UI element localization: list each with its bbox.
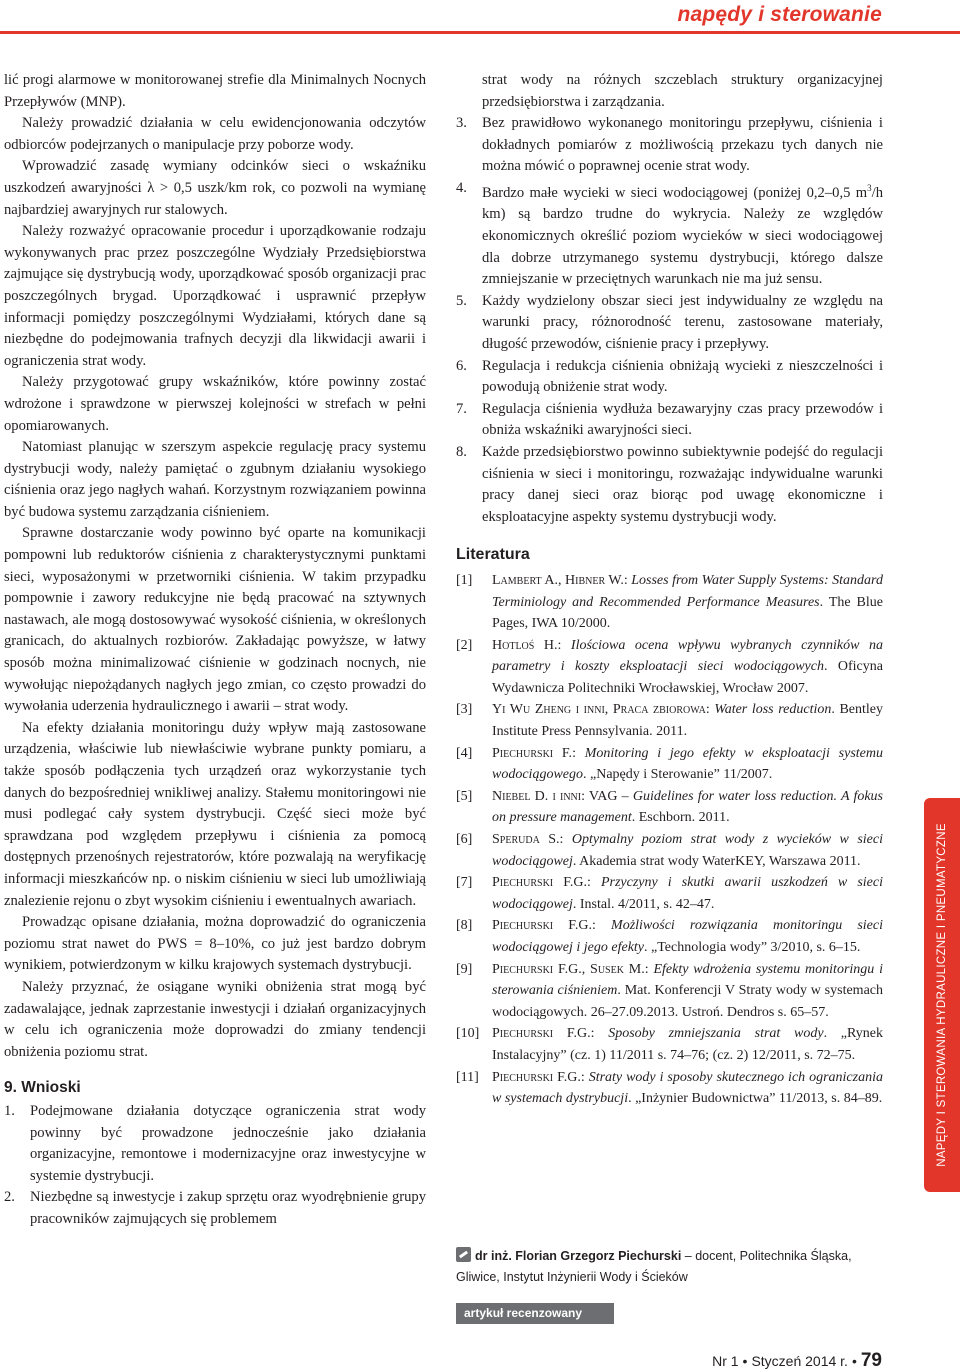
item-text: Bardzo małe wycieki w sieci wodociągowej (poniżej 0,2–0,5 m (482, 184, 868, 201)
paragraph: lić progi alarmowe w monitorowanej strefie dla Minimalnych Nocnych Przepływów (MNP). (4, 72, 426, 110)
list-item (456, 113, 883, 178)
reference-item (456, 872, 883, 915)
paragraph: Wprowadzić zasadę wymiany odcinków sieci o wskaźniku uszkodzeń awaryjności λ > 0,5 uszk/km rok, co pozwoli na wymianę najbardziej awaryjnych rur stalowych. (4, 158, 426, 218)
reference-separator: : (586, 875, 601, 891)
reference-item (456, 635, 883, 700)
reference-number: [3] (456, 702, 473, 718)
paragraph: Natomiast planując w szerszym aspekcie regulację pracy systemu dystrybucji wody, należy pamiętać o zgubnym działaniu wysokiego ciśnienia oraz jego nagłych wahań. Korzystnym rozwiązaniem powinna być budowa systemu zarządzania ciśnieniem. (4, 439, 426, 520)
reference-number: [4] (456, 745, 473, 761)
reference-number: [7] (456, 875, 473, 891)
reference-author: Niebel D. i inni (492, 788, 582, 804)
list-item (456, 291, 883, 356)
reference-author: Speruda S. (492, 832, 560, 848)
page-footer (712, 1350, 882, 1372)
reference-separator: : (557, 637, 571, 653)
reference-details: . Akademia strat wody WaterKEY, Warszawa 2011. (572, 853, 861, 869)
reference-item (456, 915, 883, 958)
author-affiliation: – docent, Politechnika Śląska, Gliwice, Instytut Inżynierii Wody i Ścieków (456, 1249, 852, 1284)
page-header (0, 0, 960, 30)
reference-author: Piechurski F.G. (492, 918, 593, 934)
item-text: Regulacja ciśnienia wydłuża bezawaryjny czas pracy przewodów i obniża wskaźniki awaryjności sieci. (482, 400, 883, 439)
reference-item (456, 743, 883, 786)
item-text: Każdy wydzielony obszar sieci jest indywidualny ze względu na warunki pracy, różnorodność terenu, zastosowane materiały, długość przewodów, ciśnienie pracy i przepływy. (482, 292, 883, 352)
reference-title: Guidelines for water loss reduction. A fokus on pressure management (492, 788, 883, 826)
reference-author: Yi Wu Zheng i inni, Praca zbiorowa (492, 702, 706, 718)
reference-title: Straty wody i sposoby skutecznego ich ograniczania w systemach dystrybucji (492, 1069, 883, 1107)
list-item (456, 70, 883, 113)
reference-separator: : (590, 1026, 609, 1042)
side-tab-label: NAPĘDY I STEROWANIA HYDRAULICZNE I PNEUMATYCZNE (936, 823, 948, 1167)
issue-date: Styczeń 2014 r. (751, 1353, 848, 1369)
item-text: Podejmowane działania dotyczące ograniczenia strat wody powinny być prowadzone jednocześnie jako działania organizacyjne, remontowe i modernizacyjne oraz inwestycyjne w systemie dystrybucji. (30, 1102, 426, 1184)
reference-number: [9] (456, 961, 473, 977)
author-name: dr inż. Florian Grzegorz Piechurski (475, 1249, 682, 1263)
reference-details: . „Technologia wody” 3/2010, s. 6–15. (644, 940, 861, 956)
reference-item (456, 786, 883, 829)
superscript: 3 (867, 182, 872, 193)
reference-separator: : (572, 745, 585, 761)
list-item (4, 1187, 426, 1230)
paragraph: Na efekty działania monitoringu duży wpływ mają zastosowane urządzenia, właściwie lub niewłaściwie wybrane punkty pomiaru, a także sposób podłączenia tych urządzeń oraz wykorzystanie tych danych do bezpośredniej wnikliwej analizy. Stałemu monitoringowi nie musi podlegać cały system dystrybucji. Część sieci może być sprawdzana pod względem przepływu i ciśnienia za pomocą dostępnych przenośnych rejestratorów, które pozwalają na weryfikację informacji mieszkańców np. o niskim ciśnieniu w sieci lub umożliwiają znalezienie rejonu o zbyt wysokim ciśnieniu i ewentualnych awariach. (4, 719, 426, 909)
header-divider (0, 31, 960, 34)
reference-item (456, 699, 883, 742)
reference-details: . „Inżynier Budownictwa” 11/2013, s. 84–89. (628, 1091, 883, 1107)
reference-separator: : VAG – (581, 788, 633, 804)
section-heading: 9. Wnioski (4, 1079, 81, 1097)
item-text: strat wody na różnych szczeblach struktury organizacyjnej przedsiębiorstwa i zarządzania. (482, 72, 883, 110)
reference-number: [8] (456, 918, 473, 934)
reference-details: . The Blue Pages, IWA 10/2000. (492, 594, 883, 632)
reviewed-badge: artykuł recenzowany (456, 1303, 614, 1324)
reference-separator: : (592, 918, 612, 934)
list-item (4, 1101, 426, 1187)
section-title: napędy i sterowanie (677, 3, 882, 26)
reference-title: Możliwości rozwiązania monitoringu sieci wodociągowej i jego efekty (492, 918, 883, 956)
reference-item (456, 1067, 883, 1110)
side-tab (924, 798, 960, 1192)
reference-details: . „Napędy i Sterowanie” 11/2007. (583, 767, 773, 783)
reference-details: . Bentley Institute Press Pennsylvania. 2011. (492, 702, 884, 740)
reference-separator: : (705, 702, 715, 718)
reference-number: [2] (456, 637, 473, 653)
reference-item (456, 959, 883, 1024)
item-number: 6. (456, 357, 467, 374)
item-text: Niezbędne są inwestycje i zakup sprzętu oraz wyodrębnienie grupy pracowników zajmujących się problemem (30, 1189, 426, 1227)
right-column (456, 70, 883, 1110)
list-item (456, 356, 883, 399)
author-note (456, 1246, 876, 1288)
left-column (4, 70, 426, 1230)
reference-title: Monitoring i jego efekty w eksploatacji systemu wodociągowego (492, 745, 884, 783)
reference-item (456, 829, 883, 872)
reference-item (456, 1023, 883, 1066)
bullet-icon: • (742, 1353, 748, 1369)
item-number: 1. (4, 1102, 15, 1119)
item-text: /h km) są bardzo trudne do wykrycia. Należy ze względów ekonomicznych określić poziom wycieków w sieci wodociągowej dla dobrze utrzymanego systemu dystrybucji, którego dalsze zmniejszanie w przeciętnych warunkach nie ma już sensu. (482, 184, 883, 288)
item-number: 8. (456, 443, 467, 460)
list-item (456, 399, 883, 442)
reference-title: Sposoby zmniejszania strat wody (608, 1026, 824, 1042)
reference-title: Optymalny poziom strat wody z wycieków w sieci wodociągowej (492, 832, 884, 869)
reference-separator: : (623, 572, 632, 588)
paragraph: Należy prowadzić działania w celu ewidencjonowania odczytów odbiorców podejrzanych o manipulacje przy poborze wody. (4, 115, 426, 153)
item-text: Bez prawidłowo wykonanego monitoringu przepływu, ciśnienia i dokładnych pomiarów z możliwością przekazu tych danych nie można mówić o poprawnej ocenie strat wody. (482, 115, 883, 175)
paragraph: Prowadząc opisane działania, można doprowadzić do ograniczenia poziomu strat nawet do PWS = 8–10%, co już jest bardzo dobrym wynikiem, potwierdzonym w kilku krajowych systemach dystrybucji. (4, 914, 426, 974)
list-item (456, 178, 883, 291)
reference-details: . Instal. 4/2011, s. 42–47. (572, 896, 715, 912)
reference-list (456, 570, 883, 1110)
item-number: 5. (456, 292, 467, 309)
reference-number: [11] (456, 1069, 479, 1085)
reference-title: Water loss reduction (714, 702, 832, 718)
bullet-icon: • (851, 1353, 857, 1369)
paragraph: Należy rozważyć opracowanie procedur i uporządkowanie rodzaju wykonywanych prac przez poszczególne Wydziały Przedsiębiorstwa zajmujące się dystrybucją wody, uporządkować sposób organizacji prac poszczególnych brygad. Uporządkować i usprawnić przepływ informacji pomiędzy poszczególnymi Wydziałami, których dane są niezbędne do podejmowania trafnych decyzji dla likwidacji awarii i ograniczenia strat wody. (4, 223, 426, 369)
pen-icon (456, 1247, 471, 1262)
paragraph: Należy przygotować grupy wskaźników, które powinny zostać wdrożone i sprawdzone w pierwszej kolejności w strefach w pełni opomiarowanych. (4, 374, 426, 434)
reference-author: Piechurski F. (492, 745, 573, 761)
item-text: Każde przedsiębiorstwo powinno subiektywnie podejść do regulacji ciśnienia w sieci i monitoringu, rozważając indywidualne warunki pracy danej sieci oraz biorąc pod uwagę ekonomiczne i eksploatacyjne aspekty systemu dystrybucji wody. (482, 443, 883, 525)
reference-author: Lambert A., Hibner W. (492, 572, 624, 588)
item-number: 7. (456, 400, 467, 417)
literature-heading: Literatura (456, 546, 530, 564)
item-number: 3. (456, 115, 467, 132)
reference-number: [10] (456, 1026, 480, 1042)
reference-separator: : (580, 1069, 589, 1085)
item-number: 4. (456, 179, 467, 196)
reference-separator: : (644, 961, 654, 977)
conclusions-list (4, 1101, 426, 1231)
list-item (456, 442, 883, 528)
reference-author: Piechurski F.G. (492, 1026, 591, 1042)
reference-details: . Oficyna Wydawnicza Politechniki Wrocławskiej, Wrocław 2007. (492, 659, 883, 696)
reference-details: . Mat. Konferencji V Straty wody w systemach wodociągowych. 26–27.09.2013. Ustroń. Dendros s. 65–57. (492, 983, 884, 1020)
page-number: 79 (860, 1350, 882, 1371)
reference-author: Piechurski F.G. (492, 1069, 581, 1085)
paragraph: Sprawne dostarczanie wody powinno być oparte na komunikacji pompowni lub reduktorów ciśnienia z charakterystycznymi punktami sieci, wyposażonymi w przetworniki ciśnienia. W takim przypadku pompownie i zawory redukcyjne nie będą pracować na sztywnych nastawach, ale mogą dostosowywać wysokość ciśnienia, w określonych granicach, do aktualnych rozbiorów. Zakładając powyższe, w łatwy sposób można minimalizować ciśnienie w godzinach nocnych, nie wywołując niepożądanych nagłych jego zmian, co często prowadzi do wywołania uderzenia hydraulicznego i awarii – strat wody. (4, 525, 426, 715)
reference-title: Przyczyny i skutki awarii uszkodzeń w sieci wodociągowej (492, 875, 883, 912)
reference-number: [6] (456, 832, 473, 848)
reference-details: . „Rynek Instalacyjny” (cz. 1) 11/2011 s. 74–76; (cz. 2) 12/2011, s. 72–75. (492, 1026, 883, 1063)
reference-title: Ilościowa ocena wpływu wybranych czynników na parametry i koszty eksploatacji sieci wodociągowych (492, 637, 883, 675)
reference-number: [5] (456, 788, 473, 804)
paragraph: Należy przyznać, że osiągane wyniki obniżenia strat mogą być zadawalające, jednak zaprzestanie inwestycji i działań organizacyjnych w celu ich ograniczenia może doprowadzi do zmiany tendencji obniżenia poziomu strat. (4, 978, 426, 1060)
reference-separator: : (559, 832, 572, 848)
reference-item (456, 570, 883, 635)
reference-author: Piechurski F.G., Susek M. (492, 961, 645, 977)
issue-number: Nr 1 (712, 1353, 739, 1369)
reference-title: Losses from Water Supply Systems: Standard Terminiology and Recommended Performance Measures (492, 572, 883, 610)
item-text: Regulacja i redukcja ciśnienia obniżają wycieki z nieszczelności i powodują obniżenie strat wody. (482, 357, 883, 396)
item-number: 2. (4, 1189, 15, 1206)
conclusions-list-continued (456, 70, 883, 528)
reference-details: . Eschborn. 2011. (631, 810, 730, 826)
reference-title: Efekty wdrożenia systemu monitoringu i sterowania ciśnieniem (492, 961, 883, 999)
reference-number: [1] (456, 572, 473, 588)
reference-author: Piechurski F.G. (492, 875, 587, 891)
reference-author: Hotloś H. (492, 637, 558, 653)
